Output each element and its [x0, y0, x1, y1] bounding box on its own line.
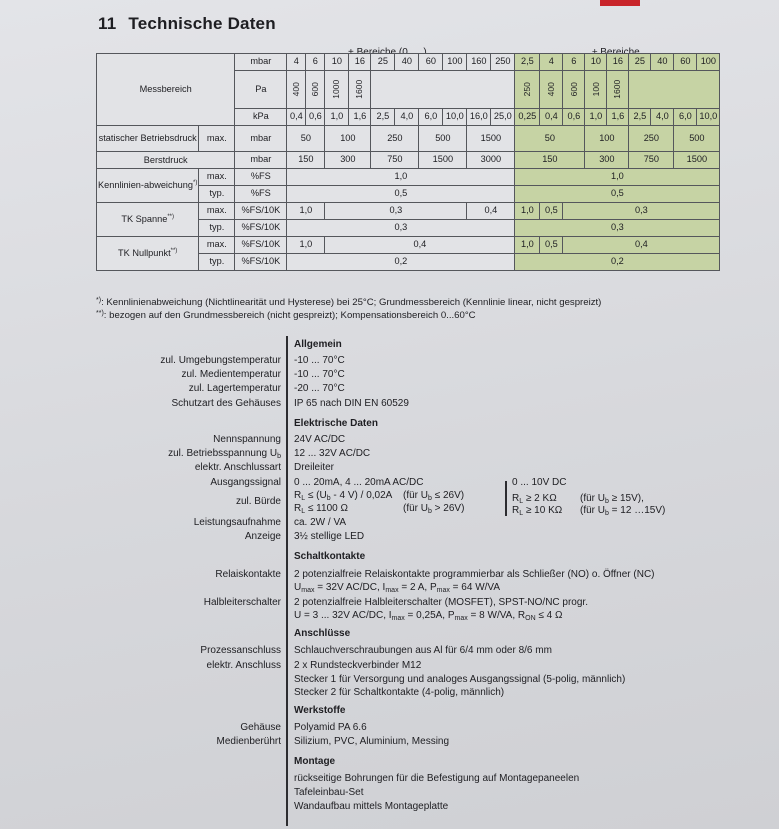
table-cell: 10,0	[697, 109, 720, 126]
table-cell: 6	[306, 54, 325, 71]
table-cell: 16,0	[467, 109, 491, 126]
table-cell: 1,6	[607, 109, 629, 126]
table-cell-empty	[629, 71, 720, 109]
subscript: L	[519, 510, 524, 517]
table-cell: 250	[371, 126, 419, 152]
table-cell: 0,3	[287, 220, 515, 237]
text: = 2 A, P	[398, 582, 437, 593]
unit-cell: %FS/10K	[235, 220, 287, 237]
table-cell: 25	[371, 54, 395, 71]
table-cell: 4	[540, 54, 563, 71]
text: = 64 W/VA	[449, 582, 501, 593]
spec-value	[403, 490, 464, 502]
table-cell: 10,0	[443, 109, 467, 126]
table-row	[97, 54, 720, 71]
table-cell: 25	[629, 54, 651, 71]
text: > 26V)	[431, 503, 465, 514]
unit-cell: kPa	[235, 109, 287, 126]
table-cell: 2,5	[629, 109, 651, 126]
spec-value: ca. 2W / VA	[294, 517, 347, 528]
text: U	[294, 582, 302, 593]
table-cell: 750	[371, 152, 419, 169]
page-title	[98, 14, 276, 34]
table-cell: 0,5	[287, 186, 515, 203]
spec-table	[96, 53, 720, 271]
kenn-sup: *)	[193, 180, 198, 187]
kenn-text: Kennlinien-abweichung	[98, 180, 194, 191]
max-label: max.	[199, 126, 235, 152]
table-cell	[563, 71, 585, 109]
table-cell: 0,5	[540, 237, 563, 254]
spec-value	[512, 493, 557, 505]
spec-value: 24V AC/DC	[294, 434, 346, 445]
subscript: b	[277, 453, 281, 460]
table-cell	[349, 71, 371, 109]
table-cell: 160	[467, 54, 491, 71]
table-cell	[515, 71, 540, 109]
table-cell: 60	[674, 54, 697, 71]
stat-label: statischer Betriebsdruck	[97, 126, 199, 152]
subscript: ON	[525, 615, 536, 622]
spec-value: Schlauchverschraubungen aus Al für 6/4 mm oder 8/6 mm	[294, 645, 552, 656]
table-cell: 500	[419, 126, 467, 152]
spec-label	[168, 448, 281, 460]
table-cell: 1,0	[515, 169, 720, 186]
spec-label: Ausgangssignal	[210, 477, 281, 488]
text: R	[512, 505, 520, 516]
spec-value: 0 ... 20mA, 4 ... 20mA AC/DC	[294, 477, 424, 488]
table-cell: 500	[674, 126, 720, 152]
table-cell: 1,0	[585, 109, 607, 126]
table-row	[97, 203, 720, 220]
subscript: L	[301, 508, 306, 515]
subscript: L	[519, 498, 524, 505]
tks-sup: **)	[167, 214, 174, 221]
table-cell: 150	[515, 152, 585, 169]
table-cell: 0,5	[540, 203, 563, 220]
spec-label-text: zul. Betriebsspannung U	[168, 448, 278, 459]
table-cell: 100	[585, 126, 629, 152]
table-cell	[325, 71, 349, 109]
text: R	[512, 493, 520, 504]
spec-label: Anzeige	[244, 531, 281, 542]
spec-label: zul. Umgebungstemperatur	[160, 355, 281, 366]
spec-value: rückseitige Bohrungen für die Befestigung auf Montagepaneelen	[294, 773, 580, 784]
subscript: b	[326, 495, 331, 502]
vertical-value: 600	[568, 82, 579, 97]
spec-value: 0 ... 10V DC	[512, 477, 567, 488]
table-cell: 0,4	[325, 237, 515, 254]
table-cell: 250	[491, 54, 515, 71]
table-cell	[607, 71, 629, 109]
text: ≤ 4 Ω	[535, 610, 563, 621]
text: (für U	[403, 503, 428, 514]
vertical-value: 600	[310, 82, 321, 97]
text: (für U	[580, 505, 605, 516]
table-cell: 0,4	[287, 109, 306, 126]
tks-text: TK Spanne	[121, 214, 168, 225]
unit-cell: %FS	[235, 169, 287, 186]
table-cell: 100	[325, 126, 371, 152]
spec-label: Relaiskontakte	[215, 569, 281, 580]
messbereich-label: Messbereich	[97, 54, 235, 126]
unit-cell: mbar	[235, 152, 287, 169]
subscript: L	[301, 495, 306, 502]
unit-cell: mbar	[235, 126, 287, 152]
vertical-value: 400	[546, 82, 557, 97]
text: ≥ 2 KΩ	[523, 493, 557, 504]
unit-cell: %FS	[235, 186, 287, 203]
table-cell: 0,4	[540, 109, 563, 126]
spec-value: IP 65 nach DIN EN 60529	[294, 398, 409, 409]
text: ≥ 15V),	[608, 493, 644, 504]
table-cell: 6	[563, 54, 585, 71]
table-cell: 300	[325, 152, 371, 169]
table-cell: 1500	[674, 152, 720, 169]
table-cell: 50	[287, 126, 325, 152]
table-cell: 4,0	[395, 109, 419, 126]
table-cell: 750	[629, 152, 674, 169]
spec-value: Wandaufbau mittels Montageplatte	[294, 801, 449, 812]
table-cell	[306, 71, 325, 109]
table-cell: 0,2	[515, 254, 720, 271]
spec-value: -10 ... 70°C	[294, 369, 345, 380]
spec-value: -10 ... 70°C	[294, 355, 345, 366]
table-cell: 2,5	[515, 54, 540, 71]
text: ≤ 1100 Ω	[305, 503, 348, 514]
text: (für U	[580, 493, 605, 504]
text: ≥ 10 KΩ	[523, 505, 563, 516]
spec-label: zul. Bürde	[235, 496, 281, 507]
text: = 32V AC/DC, I	[314, 582, 386, 593]
unit-cell: %FS/10K	[235, 203, 287, 220]
table-cell: 250	[629, 126, 674, 152]
unit-cell: Pa	[235, 71, 287, 109]
table-cell: 1500	[467, 126, 515, 152]
text: = 12 …15V)	[608, 505, 666, 516]
table-cell: 0,3	[563, 203, 720, 220]
table-cell: 4,0	[651, 109, 674, 126]
spec-value	[580, 505, 665, 517]
tks-label	[97, 203, 199, 237]
spec-value: Polyamid PA 6.6	[294, 722, 367, 733]
chapter-number: 11	[98, 14, 117, 33]
footnote-2	[96, 310, 476, 321]
vertical-value: 1600	[612, 79, 623, 99]
table-cell: 2,5	[371, 109, 395, 126]
spec-value: 2 x Rundsteckverbinder M12	[294, 660, 422, 671]
table-cell: 25,0	[491, 109, 515, 126]
table-cell: 6,0	[419, 109, 443, 126]
table-cell: 1,0	[287, 169, 515, 186]
text: ≤ 26V)	[431, 490, 465, 501]
footnote-mark: **)	[96, 310, 104, 317]
spec-value	[294, 503, 348, 515]
chapter-title: Technische Daten	[128, 14, 276, 33]
max-label: max.	[199, 169, 235, 186]
footnote-mark: *)	[96, 297, 102, 304]
table-cell: 1500	[419, 152, 467, 169]
vertical-divider	[286, 336, 288, 826]
text: - 4 V) / 0,02A	[330, 490, 393, 501]
subscript: max	[385, 587, 399, 594]
subscript: max	[301, 587, 315, 594]
vertical-value: 250	[522, 82, 533, 97]
spec-value: Stecker 2 für Schaltkontakte (4-polig, männlich)	[294, 687, 505, 698]
section-heading-werkstoffe: Werkstoffe	[294, 705, 346, 716]
table-cell	[540, 71, 563, 109]
text: R	[294, 503, 302, 514]
unit-cell: %FS/10K	[235, 237, 287, 254]
table-cell: 1,6	[349, 109, 371, 126]
table-cell: 10	[325, 54, 349, 71]
table-cell: 60	[419, 54, 443, 71]
unit-cell: %FS/10K	[235, 254, 287, 271]
spec-value	[294, 490, 392, 502]
table-cell: 6,0	[674, 109, 697, 126]
spec-label: Halbleiterschalter	[203, 597, 281, 608]
table-cell: 40	[395, 54, 419, 71]
text: ≤ (U	[305, 490, 327, 501]
spec-label: Prozessanschluss	[200, 645, 281, 656]
spec-label: Gehäuse	[240, 722, 281, 733]
spec-label: elektr. Anschlussart	[194, 462, 281, 473]
spec-label: Schutzart des Gehäuses	[171, 398, 281, 409]
table-cell: 0,5	[515, 186, 720, 203]
table-cell: 0,3	[325, 203, 467, 220]
spec-value: Stecker 1 für Versorgung und analoges Ausgangssignal (5-polig, männlich)	[294, 674, 626, 685]
subscript: b	[605, 510, 609, 517]
typ-label: typ.	[199, 220, 235, 237]
vertical-value: 400	[291, 82, 302, 97]
table-cell: 0,3	[515, 220, 720, 237]
table-cell: 16	[607, 54, 629, 71]
table-cell: 4	[287, 54, 306, 71]
subscript: b	[428, 508, 432, 515]
text: U = 3 ... 32V AC/DC, I	[294, 610, 392, 621]
tkn-text: TK Nullpunkt	[118, 248, 171, 259]
text: (für U	[403, 490, 428, 501]
table-cell: 150	[287, 152, 325, 169]
spec-label: Nennspannung	[213, 434, 281, 445]
table-cell: 3000	[467, 152, 515, 169]
subscript: b	[428, 495, 432, 502]
vertical-value: 1600	[354, 79, 365, 99]
text: = 0,25A, P	[404, 610, 455, 621]
spec-label: Medienberührt	[216, 736, 281, 747]
spec-value: 2 potenzialfreie Halbleiterschalter (MOSFET), SPST-NO/NC progr.	[294, 597, 588, 608]
section-heading-montage: Montage	[294, 756, 336, 767]
spec-value	[580, 493, 644, 505]
spec-value	[512, 505, 562, 517]
table-cell: 16	[349, 54, 371, 71]
company-logo	[600, 0, 779, 8]
table-cell: 1,0	[287, 237, 325, 254]
vertical-value: 1000	[331, 79, 342, 99]
table-cell: 50	[515, 126, 585, 152]
spec-value: -20 ... 70°C	[294, 383, 345, 394]
max-label: max.	[199, 237, 235, 254]
spec-value	[403, 503, 464, 515]
spec-label: elektr. Anschluss	[206, 660, 281, 671]
spec-label: Leistungsaufnahme	[193, 517, 281, 528]
section-heading-schaltkontakte: Schaltkontakte	[294, 551, 366, 562]
footnote-text: : bezogen auf den Grundmessbereich (nicht gespreizt); Kompensationsbereich 0...60°C	[103, 310, 476, 321]
spec-value: 12 ... 32V AC/DC	[294, 448, 371, 459]
table-row	[97, 169, 720, 186]
footnote-1	[96, 297, 601, 308]
typ-label: typ.	[199, 186, 235, 203]
table-row	[97, 237, 720, 254]
table-cell: 1,0	[515, 203, 540, 220]
unit-cell: mbar	[235, 54, 287, 71]
table-cell	[585, 71, 607, 109]
spec-value	[294, 610, 563, 622]
spec-value: Silizium, PVC, Aluminium, Messing	[294, 736, 450, 747]
table-row	[97, 152, 720, 169]
tkn-label	[97, 237, 199, 271]
max-label: max.	[199, 203, 235, 220]
section-heading-elektrisch: Elektrische Daten	[294, 418, 378, 429]
table-cell: 0,4	[467, 203, 515, 220]
table-cell: 300	[585, 152, 629, 169]
table-cell: 0,6	[563, 109, 585, 126]
subscript: max	[436, 587, 450, 594]
table-cell: 1,0	[325, 109, 349, 126]
spec-value: Dreileiter	[294, 462, 335, 473]
spec-value: 2 potenzialfreie Relaiskontakte programmierbar als Schließer (NO) o. Öffner (NC)	[294, 569, 655, 580]
spec-value: 3½ stellige LED	[294, 531, 365, 542]
table-cell: 40	[651, 54, 674, 71]
typ-label: typ.	[199, 254, 235, 271]
table-cell: 0,4	[563, 237, 720, 254]
table-cell: 0,2	[287, 254, 515, 271]
text: R	[294, 490, 302, 501]
table-cell: 100	[443, 54, 467, 71]
section-heading-allgemein: Allgemein	[294, 339, 342, 350]
vertical-value: 100	[590, 82, 601, 97]
spec-label: zul. Lagertemperatur	[188, 383, 281, 394]
subscript: b	[605, 498, 609, 505]
table-cell: 0,25	[515, 109, 540, 126]
footnote-text: : Kennlinienabweichung (Nichtlinearität und Hysterese) bei 25°C; Grundmessbereich (Kennlinie linear, nicht gespreizt)	[101, 297, 602, 308]
kenn-label	[97, 169, 199, 203]
subscript: max	[454, 615, 468, 622]
table-row	[97, 126, 720, 152]
berst-label: Berstdruck	[97, 152, 235, 169]
spec-label: zul. Medientemperatur	[181, 369, 281, 380]
table-cell: 100	[697, 54, 720, 71]
subscript: max	[391, 615, 405, 622]
buerde-separator	[505, 481, 507, 516]
section-heading-anschluesse: Anschlüsse	[294, 628, 351, 639]
table-cell: 1,0	[515, 237, 540, 254]
table-cell: 10	[585, 54, 607, 71]
table-cell-empty	[371, 71, 515, 109]
tkn-sup: **)	[170, 248, 178, 255]
logo-red-bar	[600, 0, 640, 6]
text: = 8 W/VA, R	[467, 610, 526, 621]
spec-value	[294, 582, 500, 594]
table-cell: 0,6	[306, 109, 325, 126]
spec-value: Tafeleinbau-Set	[294, 787, 364, 798]
table-cell	[287, 71, 306, 109]
table-cell: 1,0	[287, 203, 325, 220]
